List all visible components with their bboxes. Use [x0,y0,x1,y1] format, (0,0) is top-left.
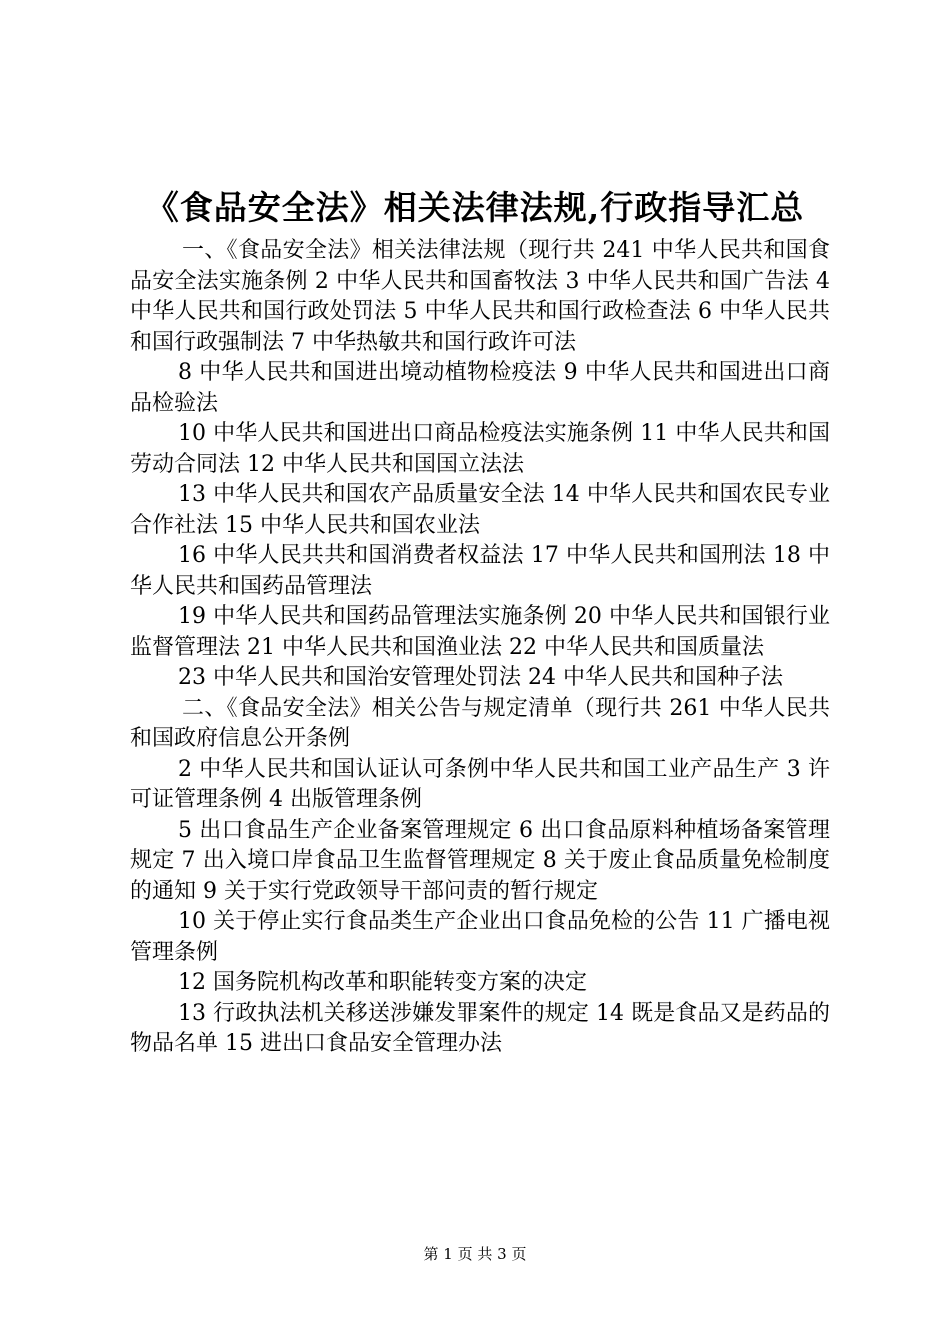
paragraph: 2 中华人民共和国认证认可条例中华人民共和国工业产品生产 3 许可证管理条例 4 出版管理条例 [130,756,830,812]
paragraph-section-1: 一、《食品安全法》相关法律法规（现行共 241 中华人民共和国食品安全法实施条例 2 中华人民共和国畜牧法 3 中华人民共和国广告法 4 中华人民共和国行政处罚法 5 中华人民共和国行政检查法 6 中华人民共和国行政强制法 7 中华热敏共和国行政许可法 [130,238,830,355]
paragraph: 13 中华人民共和国农产品质量安全法 14 中华人民共和国农民专业合作社法 15 中华人民共和国农业法 [130,482,830,538]
paragraph: 13 行政执法机关移送涉嫌发罪案件的规定 14 既是食品又是药品的物品名单 15 进出口食品安全管理办法 [130,1000,830,1056]
page-footer: 第 1 页 共 3 页 [423,1245,527,1263]
paragraph: 16 中华人民共共和国消费者权益法 17 中华人民共和国刑法 18 中华人民共和国药品管理法 [130,543,830,599]
paragraph: 10 关于停止实行食品类生产企业出口食品免检的公告 11 广播电视管理条例 [130,909,830,965]
paragraph: 12 国务院机构改革和职能转变方案的决定 [178,970,587,995]
paragraph: 19 中华人民共和国药品管理法实施条例 20 中华人民共和国银行业监督管理法 21 中华人民共和国渔业法 22 中华人民共和国质量法 [130,604,830,660]
document-body [130,236,830,1060]
document-title: 《食品安全法》相关法律法规,行政指导汇总 [145,188,805,227]
paragraph-section-2: 二、《食品安全法》相关公告与规定清单（现行共 261 中华人民共和国政府信息公开条例 [130,695,830,751]
paragraph: 10 中华人民共和国进出口商品检疫法实施条例 11 中华人民共和国劳动合同法 12 中华人民共和国国立法法 [130,421,830,477]
paragraph: 8 中华人民共和国进出境动植物检疫法 9 中华人民共和国进出口商品检验法 [130,360,830,416]
paragraph: 23 中华人民共和国治安管理处罚法 24 中华人民共和国种子法 [178,665,783,690]
paragraph: 5 出口食品生产企业备案管理规定 6 出口食品原料种植场备案管理规定 7 出入境口岸食品卫生监督管理规定 8 关于废止食品质量免检制度的通知 9 关于实行党政领导干部问责的暂行规定 [130,817,830,904]
